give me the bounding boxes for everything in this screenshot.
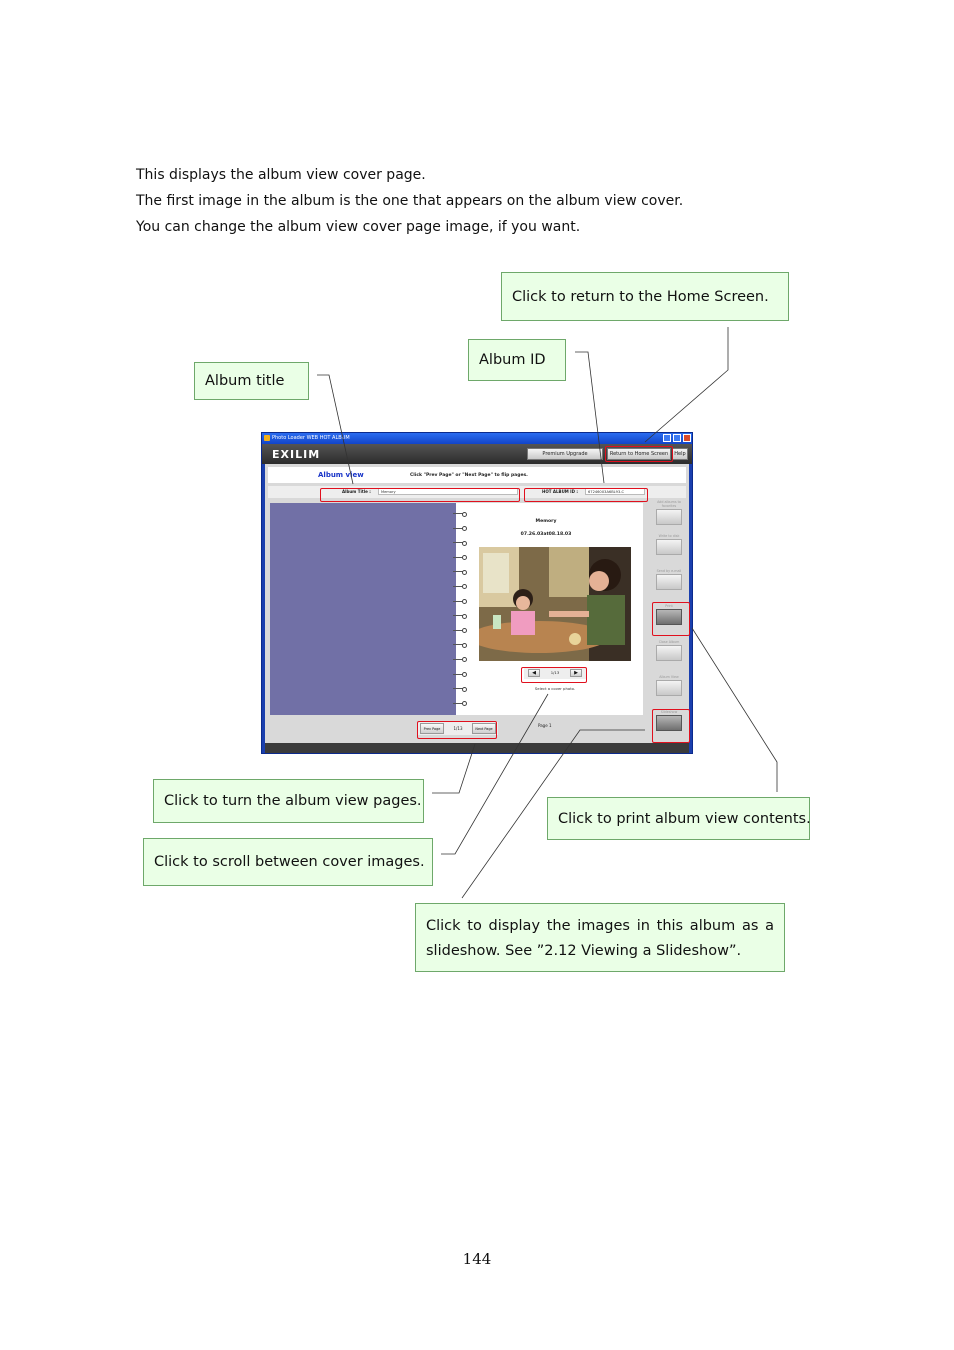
side-button-label: Album View — [659, 675, 679, 679]
intro-line: This displays the album view cover page. — [136, 167, 426, 183]
highlight-page-nav — [417, 721, 497, 739]
close-icon[interactable] — [683, 434, 691, 442]
highlight-album-title — [320, 488, 520, 502]
prev-page-label: Prev Page — [423, 726, 441, 731]
page-label: Page 1 — [538, 723, 552, 728]
intro-line: You can change the album view cover page image, if you want. — [136, 219, 581, 235]
email-button[interactable] — [655, 569, 683, 590]
callout-slideshow: Click to display the images in this album as a slideshow. See ”2.12 Viewing a Slideshow”. — [415, 903, 785, 972]
intro-text — [136, 162, 683, 240]
side-button-label: Slideshow — [660, 710, 678, 714]
next-page-label: Next Page — [475, 726, 493, 731]
close-album-button[interactable] — [655, 640, 683, 661]
app-icon — [264, 435, 270, 441]
highlight-slideshow — [652, 709, 690, 743]
highlight-home — [605, 446, 673, 462]
callout-album-title: Album title — [194, 362, 309, 400]
return-home-label: Return to Home Screen — [609, 450, 669, 457]
page-number: 144 — [462, 1250, 492, 1268]
highlight-print — [652, 602, 690, 636]
cover-date: 07.26.03at08.18.03 — [520, 532, 572, 537]
window-titlebar — [262, 433, 692, 444]
album-id-field: 672460X3A6BL93-C — [585, 488, 645, 495]
album-view-heading: Album view — [318, 471, 364, 479]
view-topbar — [268, 467, 686, 483]
callout-album-id: Album ID — [468, 339, 566, 381]
album-view — [270, 503, 643, 715]
favorites-icon — [656, 509, 682, 525]
write-disk-button[interactable] — [655, 534, 683, 555]
side-button-label: Add albums to favorites — [657, 500, 681, 508]
help-label: Help — [674, 450, 686, 457]
album-title-field: Memory — [378, 488, 518, 495]
email-icon — [656, 574, 682, 590]
album-id-label: HOT ALBUM ID : — [542, 489, 578, 494]
window-title: Photo Loader WEB HOT ALBUM — [272, 435, 350, 441]
side-button-label: Write to disk — [658, 534, 680, 538]
next-image-button[interactable]: ▶ — [570, 669, 582, 677]
album-cover-left — [270, 503, 456, 715]
favorites-button[interactable] — [655, 500, 683, 525]
select-cover-note: Select a cover photo. — [534, 686, 576, 691]
binder-rings — [453, 509, 467, 713]
image-counter: 1/13 — [550, 670, 560, 675]
callout-print: Click to print album view contents. — [547, 797, 810, 840]
app-content — [265, 464, 689, 743]
side-button-label: Close Album — [658, 640, 680, 644]
flip-hint: Click "Prev Page" or "Next Page" to flip pages. — [410, 473, 528, 478]
highlight-album-id — [524, 488, 648, 502]
callout-scroll-covers: Click to scroll between cover images. — [143, 838, 433, 886]
side-button-label: Send by e-mail — [656, 569, 682, 573]
premium-upgrade-button[interactable] — [527, 448, 603, 460]
maximize-icon[interactable] — [673, 434, 681, 442]
callout-home: Click to return to the Home Screen. — [501, 272, 789, 321]
minimize-icon[interactable] — [663, 434, 671, 442]
cover-photo — [479, 547, 631, 661]
exilim-logo: EXILIM — [272, 448, 321, 461]
app-footer — [265, 743, 689, 753]
album-title-label: Album Title : — [342, 489, 371, 494]
side-button-label: Print — [665, 604, 673, 608]
cover-title: Memory — [535, 519, 557, 524]
album-view-button[interactable] — [655, 675, 683, 696]
prev-image-button[interactable]: ◀ — [528, 669, 540, 677]
callout-turn-pages: Click to turn the album view pages. — [153, 779, 424, 823]
premium-upgrade-label: Premium Upgrade — [542, 450, 588, 457]
close-album-icon — [656, 645, 682, 661]
page-counter: 1/13 — [453, 726, 463, 731]
intro-line: The first image in the album is the one that appears on the album view cover. — [136, 193, 684, 209]
disk-icon — [656, 539, 682, 555]
highlight-image-scroller — [521, 667, 587, 683]
app-window — [261, 432, 693, 754]
album-view-icon — [656, 680, 682, 696]
help-button[interactable] — [672, 448, 688, 460]
